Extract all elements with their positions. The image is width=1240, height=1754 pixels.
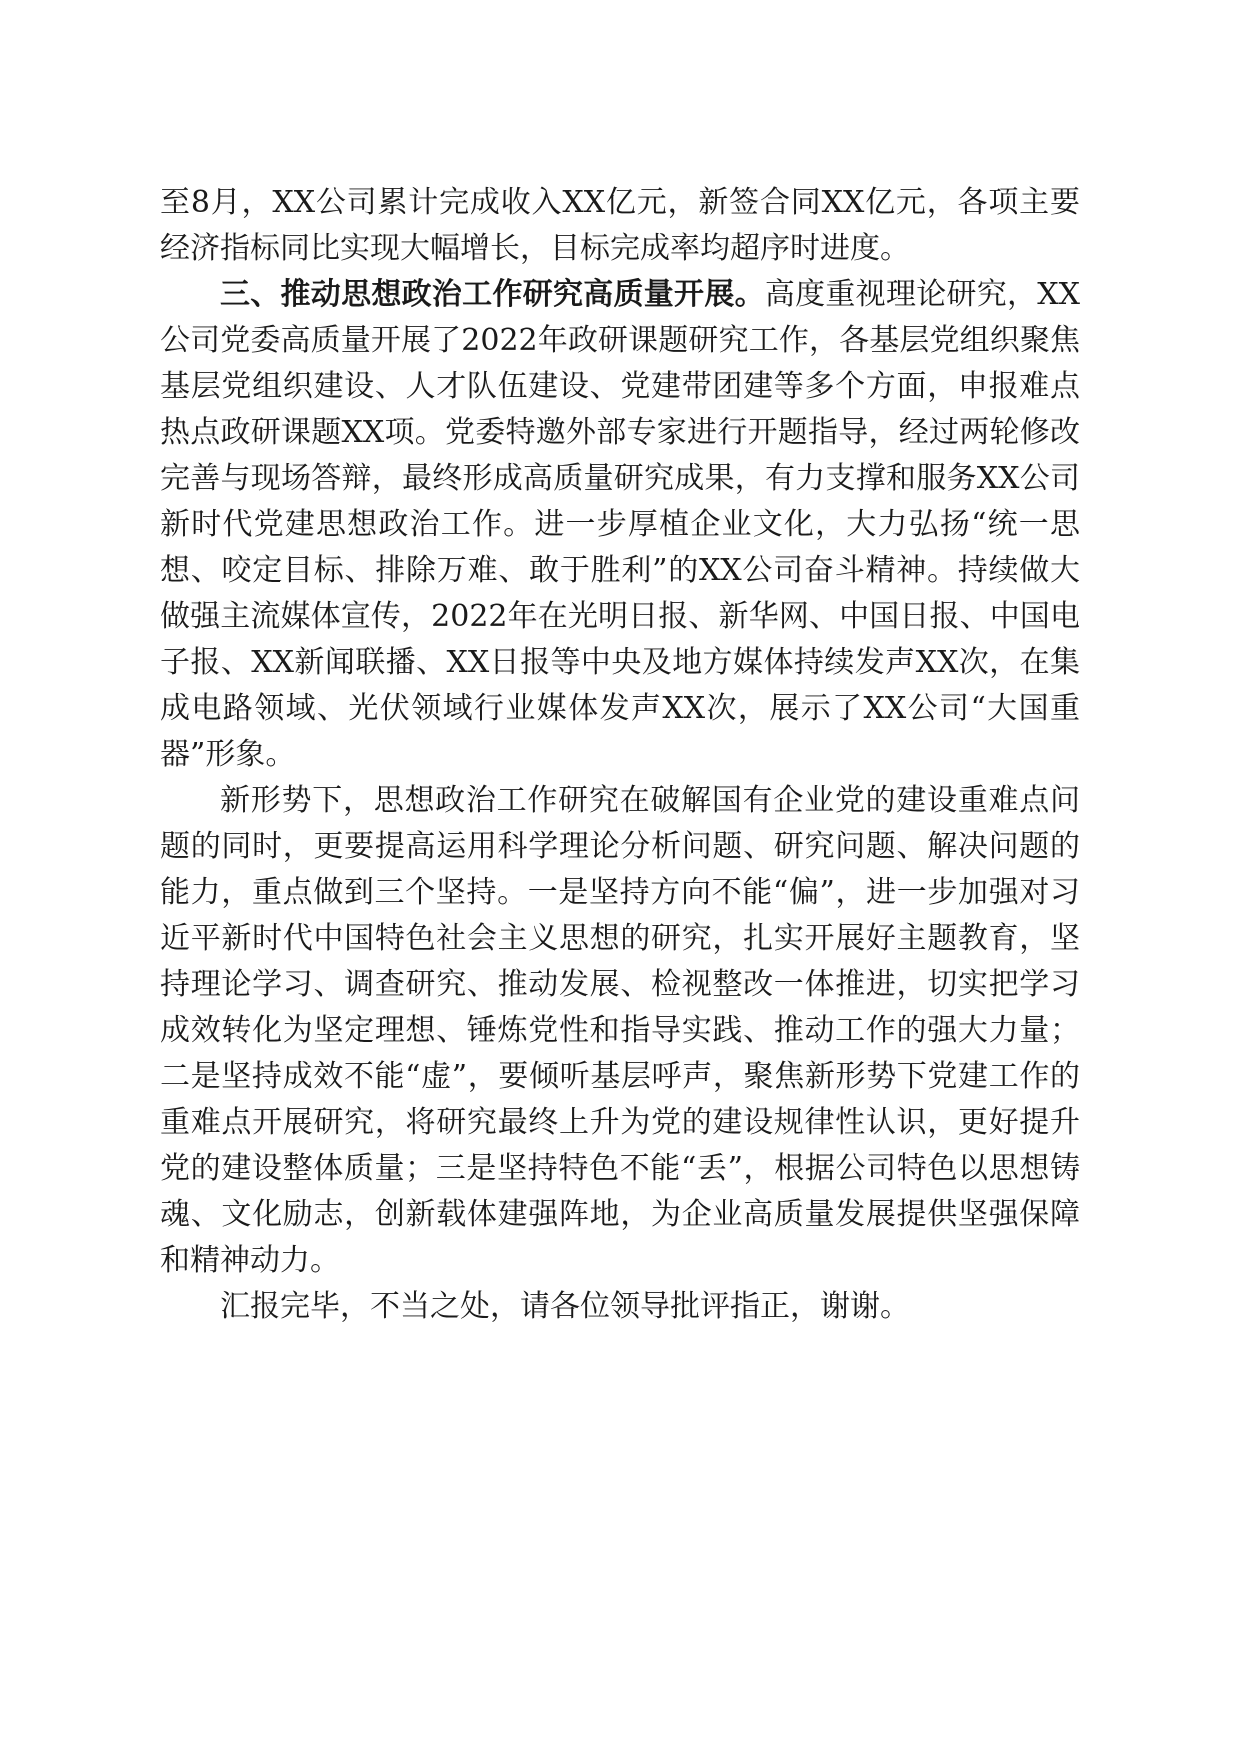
paragraph-revenue-summary: [160, 180, 1080, 272]
paragraph-text: 至8月，XX公司累计完成收入XX亿元，新签合同XX亿元，各项主要经济指标同比实现大幅增长，目标完成率均超序时进度。: [160, 185, 1080, 266]
paragraph-text: 新形势下，思想政治工作研究在破解国有企业党的建设重难点问题的同时，更要提高运用科学理论分析问题、研究问题、解决问题的能力，重点做到三个坚持。一是坚持方向不能“偏”，进一步加强对习近平新时代中国特色社会主义思想的研究，扎实开展好主题教育，坚持理论学习、调查研究、推动发展、检视整改一体推进，切实把学习成效转化为坚定理想、锤炼党性和指导实践、推动工作的强大力量；二是坚持成效不能“虚”，要倾听基层呼声，聚焦新形势下党建工作的重难点开展研究，将研究最终上升为党的建设规律性认识，更好提升党的建设整体质量；三是坚持特色不能“丢”，根据公司特色以思想铸魂、文化励志，创新载体建强阵地，为企业高质量发展提供坚强保障和精神动力。: [160, 783, 1080, 1278]
paragraph-closing: [160, 1284, 1080, 1330]
paragraph-text: 汇报完毕，不当之处，请各位领导批评指正，谢谢。: [220, 1289, 910, 1324]
paragraph-text: 高度重视理论研究，XX公司党委高质量开展了2022年政研课题研究工作，各基层党组织聚焦基层党组织建设、人才队伍建设、党建带团建等多个方面，申报难点热点政研课题XX项。党委特邀外部专家进行开题指导，经过两轮修改完善与现场答辩，最终形成高质量研究成果，有力支撑和服务XX公司新时代党建思想政治工作。进一步厚植企业文化，大力弘扬“统一思想、咬定目标、排除万难、敢于胜利”的XX公司奋斗精神。持续做大做强主流媒体宣传，2022年在光明日报、新华网、中国日报、中国电子报、XX新闻联播、XX日报等中央及地方媒体持续发声XX次，在集成电路领域、光伏领域行业媒体发声XX次，展示了XX公司“大国重器”形象。: [160, 277, 1081, 772]
paragraph-section-three: [160, 272, 1080, 778]
section-heading: 三、推动思想政治工作研究高质量开展。: [220, 277, 765, 312]
document-body: [160, 180, 1080, 1330]
paragraph-new-situation: [160, 778, 1080, 1284]
